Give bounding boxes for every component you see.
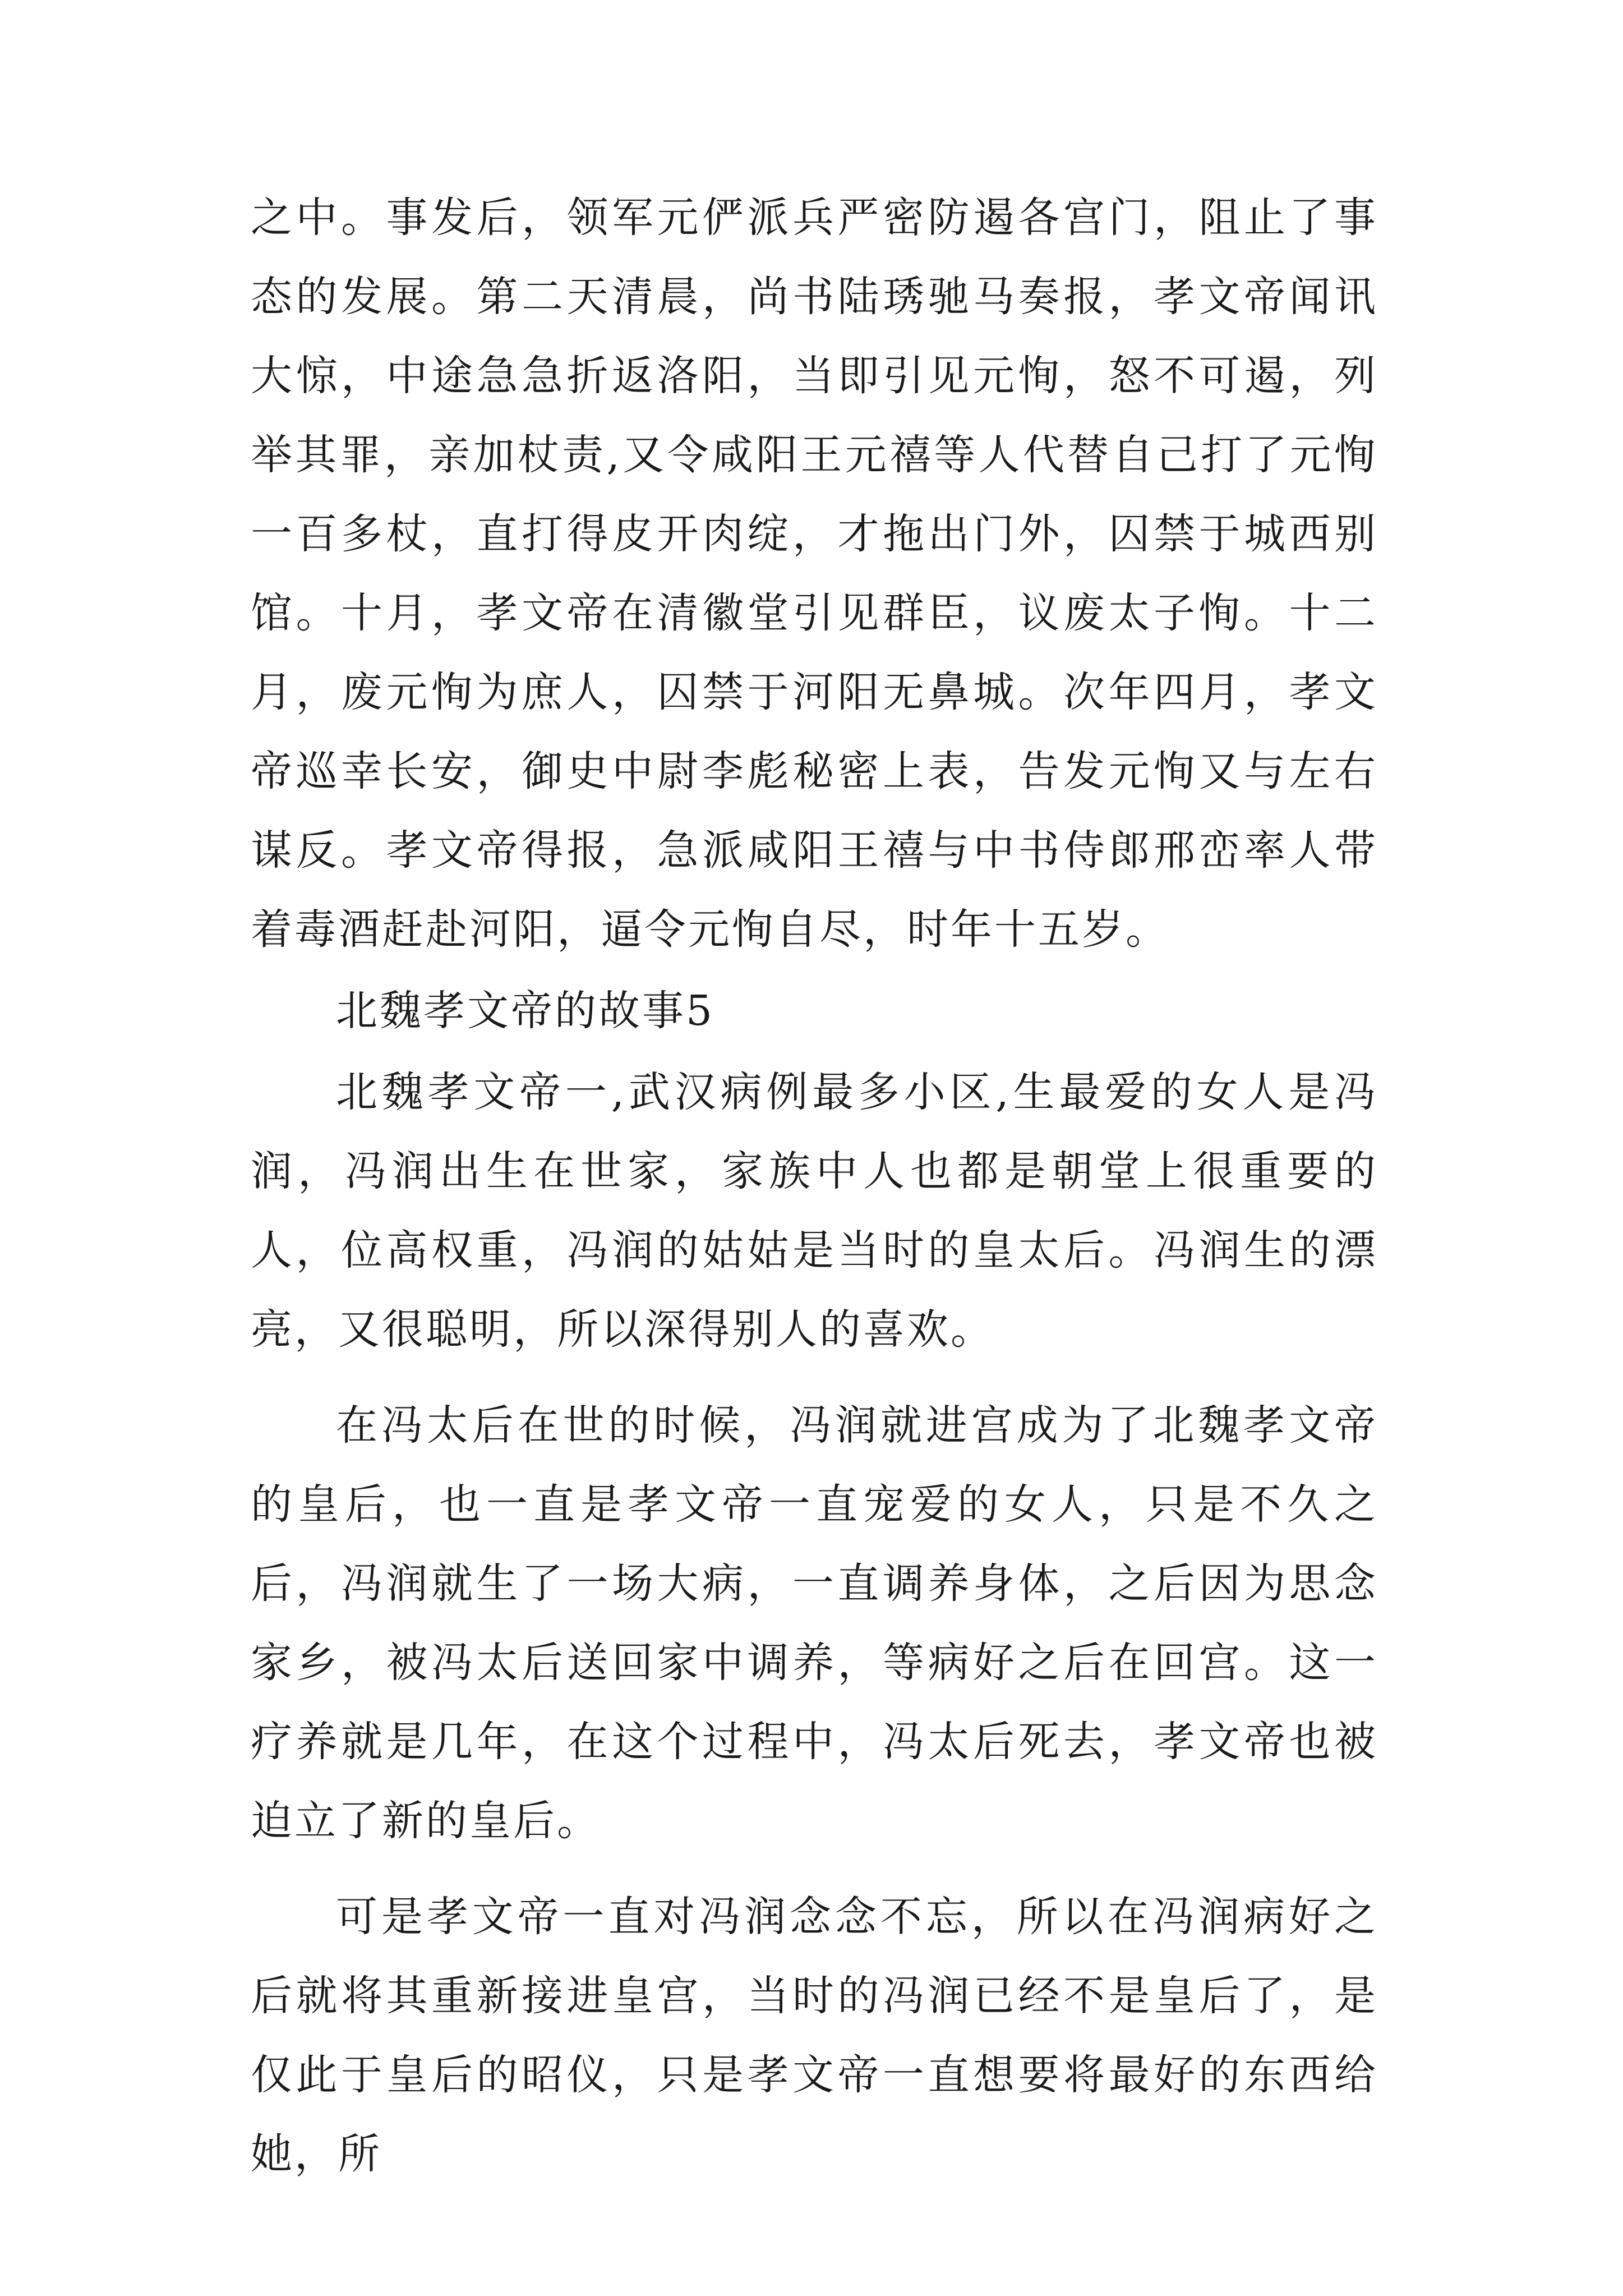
paragraph: 可是孝文帝一直对冯润念念不忘，所以在冯润病好之后就将其重新接进皇宫，当时的冯润已经不是皇后了，是仅此于皇后的昭仪，只是孝文帝一直想要将最好的东西给她，所 xyxy=(251,1893,1378,2178)
paragraph: 北魏孝文帝一,武汉病例最多小区,生最爱的女人是冯润，冯润出生在世家，家族中人也都是朝堂上很重要的人，位高权重，冯润的姑姑是当时的皇太后。冯润生的漂亮，又很聪明，所以深得别人的喜欢。 xyxy=(251,1068,1378,1354)
section-heading: 北魏孝文帝的故事5 xyxy=(336,987,715,1035)
paragraph-continued: 之中。事发后，领军元俨派兵严密防遏各宫门，阻止了事态的发展。第二天清晨，尚书陆琇驰马奏报，孝文帝闻讯大惊，中途急急折返洛阳，当即引见元恂，怒不可遏，列举其罪，亲加杖责,又令咸阳王元禧等人代替自己打了元恂一百多杖，直打得皮开肉绽，才拖出门外，囚禁于城西别馆。十月，孝文帝在清徽堂引见群臣，议废太子恂。十二月，废元恂为庶人，囚禁于河阳无鼻城。次年四月，孝文帝巡幸长安，御史中尉李彪秘密上表，告发元恂又与左右谋反。孝文帝得报，急派咸阳王禧与中书侍郎邢峦率人带着毒酒赶赴河阳，逼令元恂自尽，时年十五岁。 xyxy=(251,194,1378,954)
paragraph: 在冯太后在世的时候，冯润就进宫成为了北魏孝文帝的皇后，也一直是孝文帝一直宠爱的女人，只是不久之后，冯润就生了一场大病，一直调养身体，之后因为思念家乡，被冯太后送回家中调养，等病好之后在回宫。这一疗养就是几年，在这个过程中，冯太后死去，孝文帝也被迫立了新的皇后。 xyxy=(251,1401,1378,1845)
document-body xyxy=(251,178,1378,2194)
